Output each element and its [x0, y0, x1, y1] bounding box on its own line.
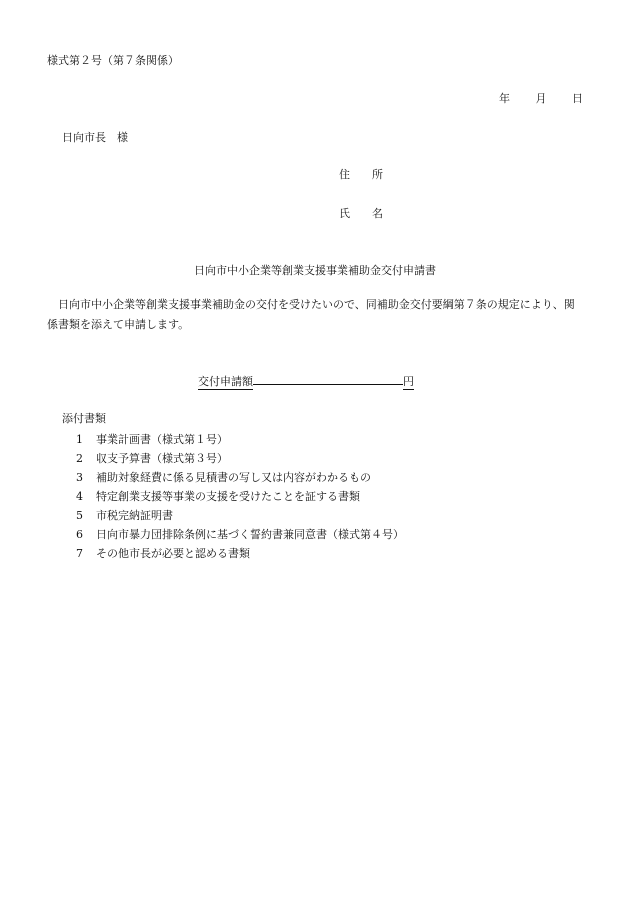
item-number: 5 — [76, 509, 83, 522]
list-item — [76, 487, 404, 506]
item-text: 特定創業支援等事業の支援を受けたことを証する書類 — [96, 490, 360, 503]
name-label-char-2: 名 — [372, 207, 383, 220]
address-label-char-1: 住 — [339, 168, 350, 181]
amount-line — [198, 373, 414, 390]
address-label-char-2: 所 — [372, 168, 383, 181]
address-label — [339, 166, 383, 182]
day-label: 日 — [572, 92, 583, 105]
item-text: 事業計画書（様式第１号） — [96, 433, 228, 446]
form-number: 様式第２号（第７条関係） — [47, 54, 179, 67]
item-text: 日向市暴力団排除条例に基づく誓約書兼同意書（様式第４号） — [96, 528, 404, 541]
item-number: 4 — [76, 490, 83, 503]
attachment-list — [76, 430, 404, 563]
item-number: 1 — [76, 433, 83, 446]
document-title: 日向市中小企業等創業支援事業補助金交付申請書 — [194, 264, 436, 277]
item-number: 7 — [76, 547, 83, 560]
attachments-heading: 添付書類 — [62, 412, 106, 425]
list-item — [76, 449, 404, 468]
amount-blank — [253, 373, 403, 385]
date-line — [499, 90, 583, 106]
name-label — [339, 205, 383, 221]
item-number: 2 — [76, 452, 83, 465]
item-text: 補助対象経費に係る見積書の写し又は内容がわかるもの — [96, 471, 371, 484]
body-text: 日向市中小企業等創業支援事業補助金の交付を受けたいので、同補助金交付要綱第７条の規定により、関係書類を添えて申請します。 — [47, 298, 575, 331]
item-text: 収支予算書（様式第３号） — [96, 452, 228, 465]
list-item — [76, 468, 404, 487]
list-item — [76, 525, 404, 544]
item-number: 6 — [76, 528, 83, 541]
year-label: 年 — [499, 92, 510, 105]
item-text: その他市長が必要と認める書類 — [96, 547, 250, 560]
amount-label: 交付申請額 — [198, 375, 253, 388]
item-number: 3 — [76, 471, 83, 484]
item-text: 市税完納証明書 — [96, 509, 173, 522]
name-label-char-1: 氏 — [339, 207, 350, 220]
list-item — [76, 430, 404, 449]
list-item — [76, 544, 404, 563]
month-label: 月 — [535, 92, 547, 105]
addressee: 日向市長 様 — [62, 131, 128, 144]
list-item — [76, 506, 404, 525]
amount-unit: 円 — [403, 375, 414, 388]
